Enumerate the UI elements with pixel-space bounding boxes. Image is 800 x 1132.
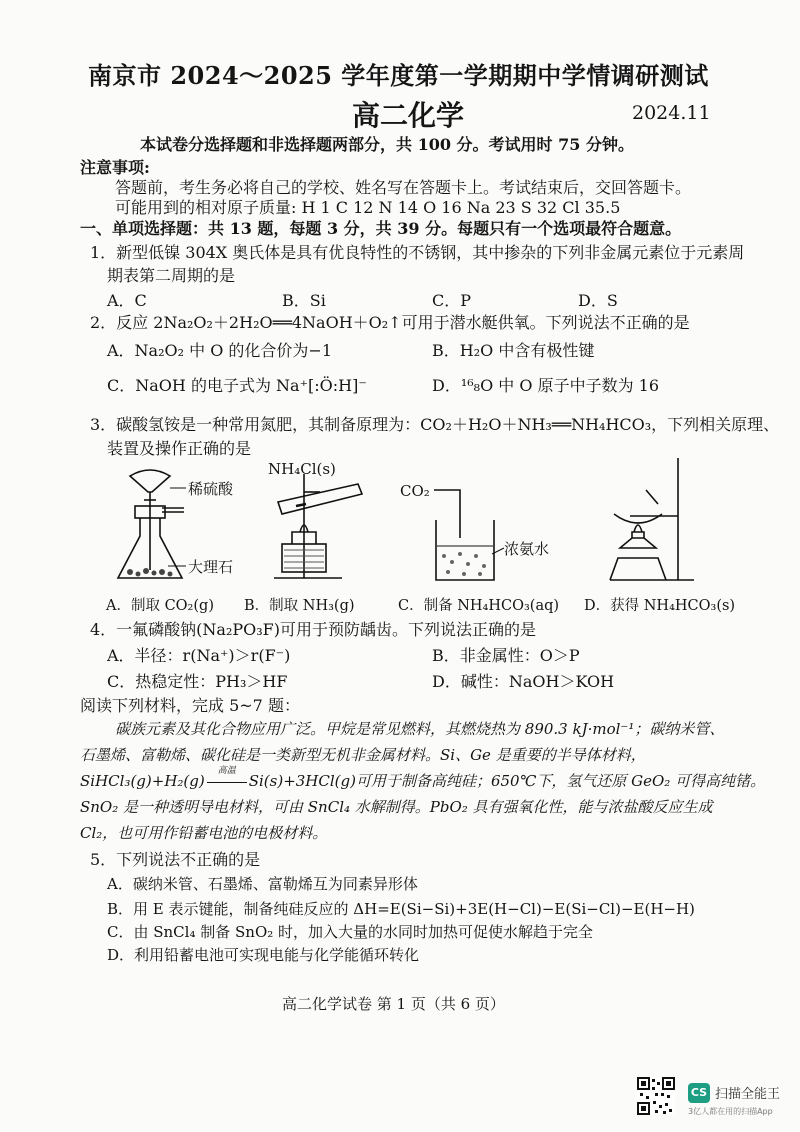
q1-stem-line-1: 1．新型低镍 304X 奥氏体是具有优良特性的不锈钢，其中掺杂的下列非金属元素位于元素周 bbox=[90, 243, 745, 262]
q4-option-c: C．热稳定性：PH₃＞HF bbox=[107, 672, 288, 691]
q5-option-b: B．用 E 表示键能，制备纯硅反应的 ΔH=E(Si−Si)+3E(H−Cl)−E(Si−Cl)−E(H−H) bbox=[107, 900, 695, 918]
q2-option-d: D．¹⁶₈O 中 O 原子中子数为 16 bbox=[432, 376, 660, 395]
label-marble: 大理石 bbox=[188, 558, 234, 576]
material-intro: 阅读下列材料，完成 5~7 题： bbox=[80, 696, 300, 715]
qr-code-icon bbox=[637, 1077, 675, 1115]
exam-date: 2024.11 bbox=[632, 102, 711, 124]
camscanner-tagline: 3亿人都在用的扫描App bbox=[688, 1107, 773, 1116]
apparatus-b bbox=[262, 458, 382, 588]
q1-option-c: C．P bbox=[432, 291, 472, 310]
q2-option-c: C．NaOH 的电子式为 Na⁺[:Ö:H]⁻ bbox=[107, 376, 367, 395]
label-conc-ammonia: 浓氨水 bbox=[504, 540, 550, 558]
q3-stem-line-2: 装置及操作正确的是 bbox=[107, 439, 252, 458]
atomic-masses: 可能用到的相对原子质量: H 1 C 12 N 14 O 16 Na 23 S 32 Cl 35.5 bbox=[115, 198, 621, 217]
q1-stem-line-2: 期表第二周期的是 bbox=[107, 266, 236, 285]
notice-line-1: 答题前，考生务必将自己的学校、姓名写在答题卡上。考试结束后，交回答题卡。 bbox=[115, 178, 692, 197]
apparatus-d-drawing bbox=[590, 452, 700, 588]
q2-option-a: A．Na₂O₂ 中 O 的化合价为−1 bbox=[107, 341, 333, 360]
q3-option-b: B．制取 NH₃(g) bbox=[244, 598, 355, 614]
reaction-products: Si(s)+3HCl(g)可用于制备高纯硅；650℃下，氢气还原 GeO₂ 可得高纯锗。 bbox=[248, 772, 766, 790]
qr-code-drawing bbox=[637, 1077, 675, 1115]
label-dilute-sulfuric-acid: 稀硫酸 bbox=[188, 480, 234, 498]
q3-option-d: D．获得 NH₄HCO₃(s) bbox=[584, 598, 736, 614]
q1-option-a: A．C bbox=[107, 291, 147, 310]
reaction-arrow bbox=[205, 766, 249, 790]
q5-stem: 5．下列说法不正确的是 bbox=[90, 850, 261, 869]
q4-option-b: B．非金属性：O＞P bbox=[432, 646, 580, 665]
apparatus-a bbox=[100, 458, 275, 588]
camscanner-logo: CS bbox=[688, 1083, 710, 1103]
material-line-3 bbox=[80, 766, 766, 791]
q4-stem: 4．一氟磷酸钠(Na₂PO₃F)可用于预防龋齿。下列说法正确的是 bbox=[90, 620, 537, 639]
q5-option-a: A．碳纳米管、石墨烯、富勒烯互为同素异形体 bbox=[107, 875, 418, 893]
q1-option-d: D．S bbox=[578, 291, 618, 310]
q5-option-d: D．利用铅蓄电池可实现电能与化学能循环转化 bbox=[107, 946, 420, 964]
label-co2: CO₂ bbox=[400, 482, 430, 500]
exam-intro: 本试卷分选择题和非选择题两部分，共 100 分。考试用时 75 分钟。 bbox=[140, 135, 634, 154]
material-line-1: 碳族元素及其化合物应用广泛。甲烷是常见燃料，其燃烧热为 890.3 kJ·mol⁻¹；碳纳米管、 bbox=[115, 720, 725, 738]
label-nh4cl: NH₄Cl(s) bbox=[268, 460, 336, 478]
material-line-2: 石墨烯、富勒烯、碳化硅是一类新型无机非金属材料。Si、Ge 是重要的半导体材料， bbox=[80, 746, 646, 764]
q3-option-a: A．制取 CO₂(g) bbox=[106, 598, 214, 614]
notice-heading: 注意事项: bbox=[80, 158, 150, 177]
material-line-4: SnO₂ 是一种透明导电材料，可由 SnCl₄ 水解制得。PbO₂ 具有强氧化性，能与浓盐酸反应生成 bbox=[80, 798, 713, 816]
apparatus-c bbox=[400, 478, 550, 588]
page-footer: 高二化学试卷 第 1 页（共 6 页） bbox=[282, 995, 505, 1013]
q5-option-c: C．由 SnCl₄ 制备 SnO₂ 时，加入大量的水同时加热可促使水解趋于完全 bbox=[107, 923, 594, 941]
camscanner-name: 扫描全能王 bbox=[715, 1087, 781, 1102]
q2-stem: 2．反应 2Na₂O₂＋2H₂O══4NaOH＋O₂↑可用于潜水艇供氧。下列说法不正确的是 bbox=[90, 313, 690, 332]
reaction-condition: 高温 bbox=[217, 766, 236, 776]
apparatus-d bbox=[590, 452, 700, 588]
q3-stem-line-1: 3．碳酸氢铵是一种常用氮肥，其制备原理为：CO₂＋H₂O＋NH₃══NH₄HCO₃，下列相关原理、 bbox=[90, 415, 780, 434]
q4-option-a: A．半径：r(Na⁺)＞r(F⁻) bbox=[107, 646, 291, 665]
q2-option-b: B．H₂O 中含有极性键 bbox=[432, 341, 595, 360]
q4-option-d: D．碱性：NaOH＞KOH bbox=[432, 672, 615, 691]
exam-subject: 高二化学 bbox=[352, 99, 465, 132]
material-line-5: Cl₂，也可用作铅蓄电池的电极材料。 bbox=[80, 824, 328, 842]
q3-option-c: C．制备 NH₄HCO₃(aq) bbox=[398, 598, 560, 614]
q1-option-b: B．Si bbox=[282, 291, 326, 310]
exam-title: 南京市 2024～2025 学年度第一学期期中学情调研测试 bbox=[88, 61, 709, 90]
reaction-reactants: SiHCl₃(g)+H₂(g) bbox=[80, 772, 205, 790]
section-heading: 一、单项选择题：共 13 题，每题 3 分，共 39 分。每题只有一个选项最符合题意。 bbox=[80, 219, 682, 238]
